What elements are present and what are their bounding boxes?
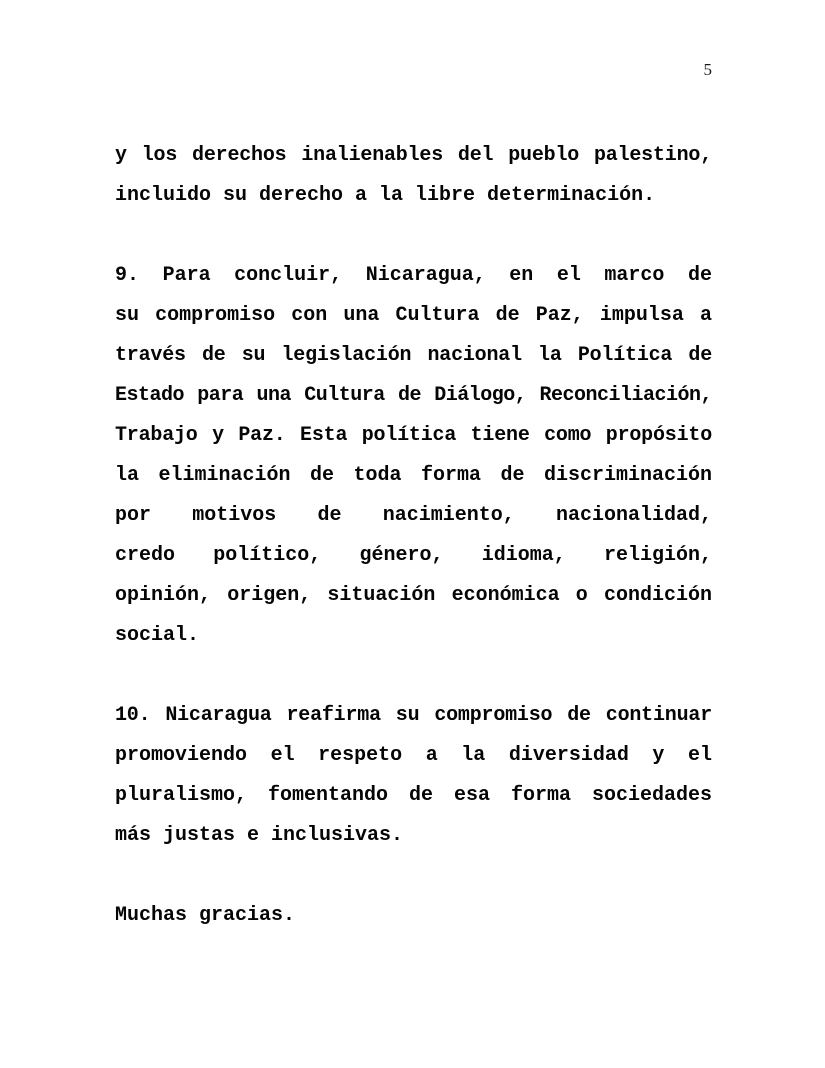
text-line: credo político, género, idioma, religión, <box>115 544 712 567</box>
text-line: por motivos de nacimiento, nacionalidad, <box>115 504 712 527</box>
text-line: 10. Nicaragua reafirma su compromiso de continuar <box>115 704 712 727</box>
paragraph <box>115 696 712 856</box>
text-line: promoviendo el respeto a la diversidad y el <box>115 744 712 767</box>
text-line: 9. Para concluir, Nicaragua, en el marco de <box>115 264 712 287</box>
text-line: opinión, origen, situación económica o condición <box>115 584 712 607</box>
text-line: más justas e inclusivas. <box>115 824 404 847</box>
text-line: la eliminación de toda forma de discriminación <box>115 464 712 487</box>
text-line: través de su legislación nacional la Política de <box>115 344 712 367</box>
document-body <box>115 136 712 976</box>
text-line: pluralismo, fomentando de esa forma sociedades <box>115 784 712 807</box>
text-line: social. <box>115 624 200 647</box>
text-line: y los derechos inalienables del pueblo palestino, <box>115 144 712 167</box>
paragraph <box>115 896 712 936</box>
paragraph <box>115 256 712 656</box>
paragraph <box>115 136 712 216</box>
text-line: Estado para una Cultura de Diálogo, Reconciliación, <box>115 384 712 407</box>
text-line: Trabajo y Paz. Esta política tiene como propósito <box>115 424 712 447</box>
text-line: incluido su derecho a la libre determinación. <box>115 184 656 207</box>
page-number: 5 <box>703 60 712 79</box>
text-line: Muchas gracias. <box>115 904 296 927</box>
text-line: su compromiso con una Cultura de Paz, impulsa a <box>115 304 712 327</box>
